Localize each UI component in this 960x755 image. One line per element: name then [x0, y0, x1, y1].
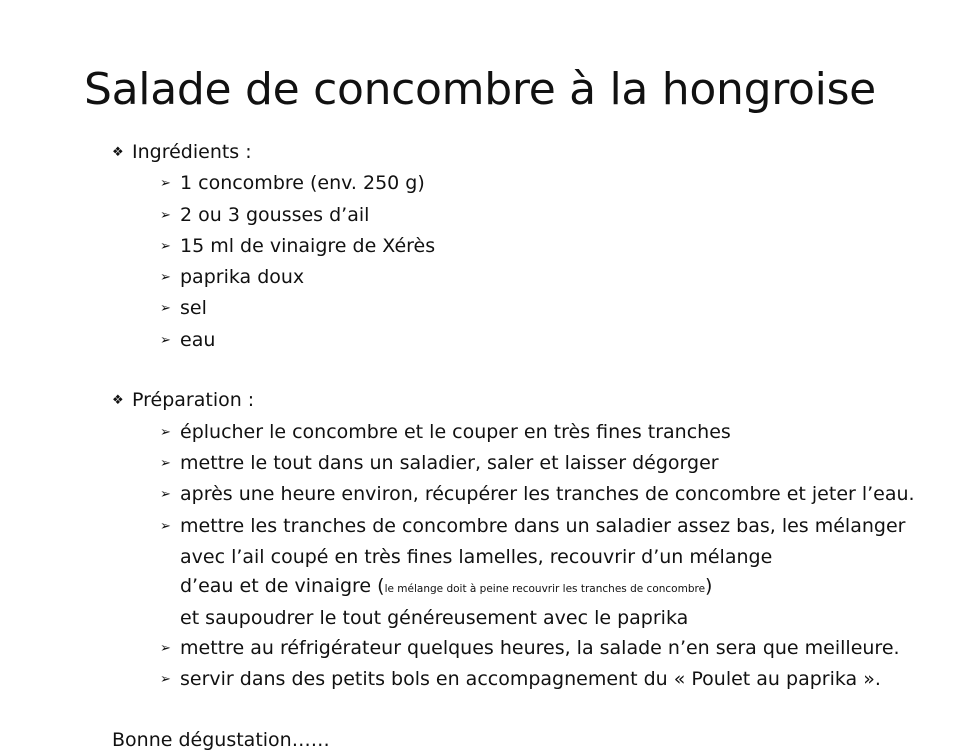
arrowhead-bullet-icon: ➢: [160, 270, 171, 286]
ingredient-text: sel: [180, 297, 207, 320]
arrowhead-bullet-icon: ➢: [160, 424, 171, 440]
ingredient-text: paprika doux: [180, 266, 305, 289]
preparation-step: [112, 480, 952, 511]
step-text: mettre le tout dans un saladier, saler et laisser dégorger: [180, 451, 719, 474]
arrowhead-bullet-icon: ➢: [160, 487, 171, 503]
preparation-heading-row: [112, 386, 952, 417]
preparation-step: [112, 449, 952, 480]
arrowhead-bullet-icon: ➢: [160, 301, 171, 317]
ingredient-text: 15 ml de vinaigre de Xérès: [180, 234, 436, 257]
arrowhead-bullet-icon: ➢: [160, 332, 171, 348]
step-note-small: le mélange doit à peine recouvrir les tranches de concombre: [384, 583, 706, 596]
ingredients-heading-row: [112, 138, 952, 169]
four-diamond-bullet-icon: ❖: [112, 145, 124, 160]
preparation-step: [112, 634, 952, 665]
ingredient-item: [112, 232, 952, 263]
slide-body: [112, 138, 952, 755]
step-text-part: d’eau et de vinaigre (: [180, 575, 385, 598]
step-text: éplucher le concombre et le couper en très fines tranches: [180, 420, 731, 443]
step-continuation: [112, 572, 952, 604]
ingredient-text: eau: [180, 328, 216, 351]
step-continuation: et saupoudrer le tout généreusement avec le paprika: [180, 607, 689, 630]
arrowhead-bullet-icon: ➢: [160, 518, 171, 534]
step-continuation: avec l’ail coupé en très fines lamelles, recouvrir d’un mélange: [180, 545, 773, 568]
arrowhead-bullet-icon: ➢: [160, 455, 171, 471]
arrowhead-bullet-icon: ➢: [160, 238, 171, 254]
ingredient-item: [112, 294, 952, 325]
page-title: Salade de concombre à la hongroise: [84, 64, 876, 115]
preparation-step: [112, 665, 952, 696]
step-text: après une heure environ, récupérer les tranches de concombre et jeter l’eau.: [180, 483, 915, 506]
ingredient-item: [112, 201, 952, 232]
preparation-step: [112, 512, 952, 543]
ingredient-item: [112, 326, 952, 357]
ingredient-text: 2 ou 3 gousses d’ail: [180, 203, 370, 226]
ingredients-heading: Ingrédients :: [132, 141, 252, 163]
closing-line: Bonne dégustation……: [112, 728, 330, 751]
ingredient-text: 1 concombre (env. 250 g): [180, 172, 425, 195]
arrowhead-bullet-icon: ➢: [160, 672, 171, 688]
step-text: servir dans des petits bols en accompagnement du « Poulet au paprika ».: [180, 668, 881, 691]
arrowhead-bullet-icon: ➢: [160, 207, 171, 223]
section-spacer: [112, 696, 952, 725]
ingredient-item: [112, 169, 952, 200]
ingredient-item: [112, 263, 952, 294]
preparation-step: [112, 418, 952, 449]
step-text-part: ): [705, 575, 713, 598]
step-text: mettre les tranches de concombre dans un saladier assez bas, les mélanger: [180, 514, 906, 537]
preparation-heading: Préparation :: [132, 389, 255, 412]
section-spacer: [112, 357, 952, 386]
step-text: mettre au réfrigérateur quelques heures, la salade n’en sera que meilleure.: [180, 636, 900, 659]
arrowhead-bullet-icon: ➢: [160, 640, 171, 656]
arrowhead-bullet-icon: ➢: [160, 176, 171, 192]
four-diamond-bullet-icon: ❖: [112, 393, 124, 409]
